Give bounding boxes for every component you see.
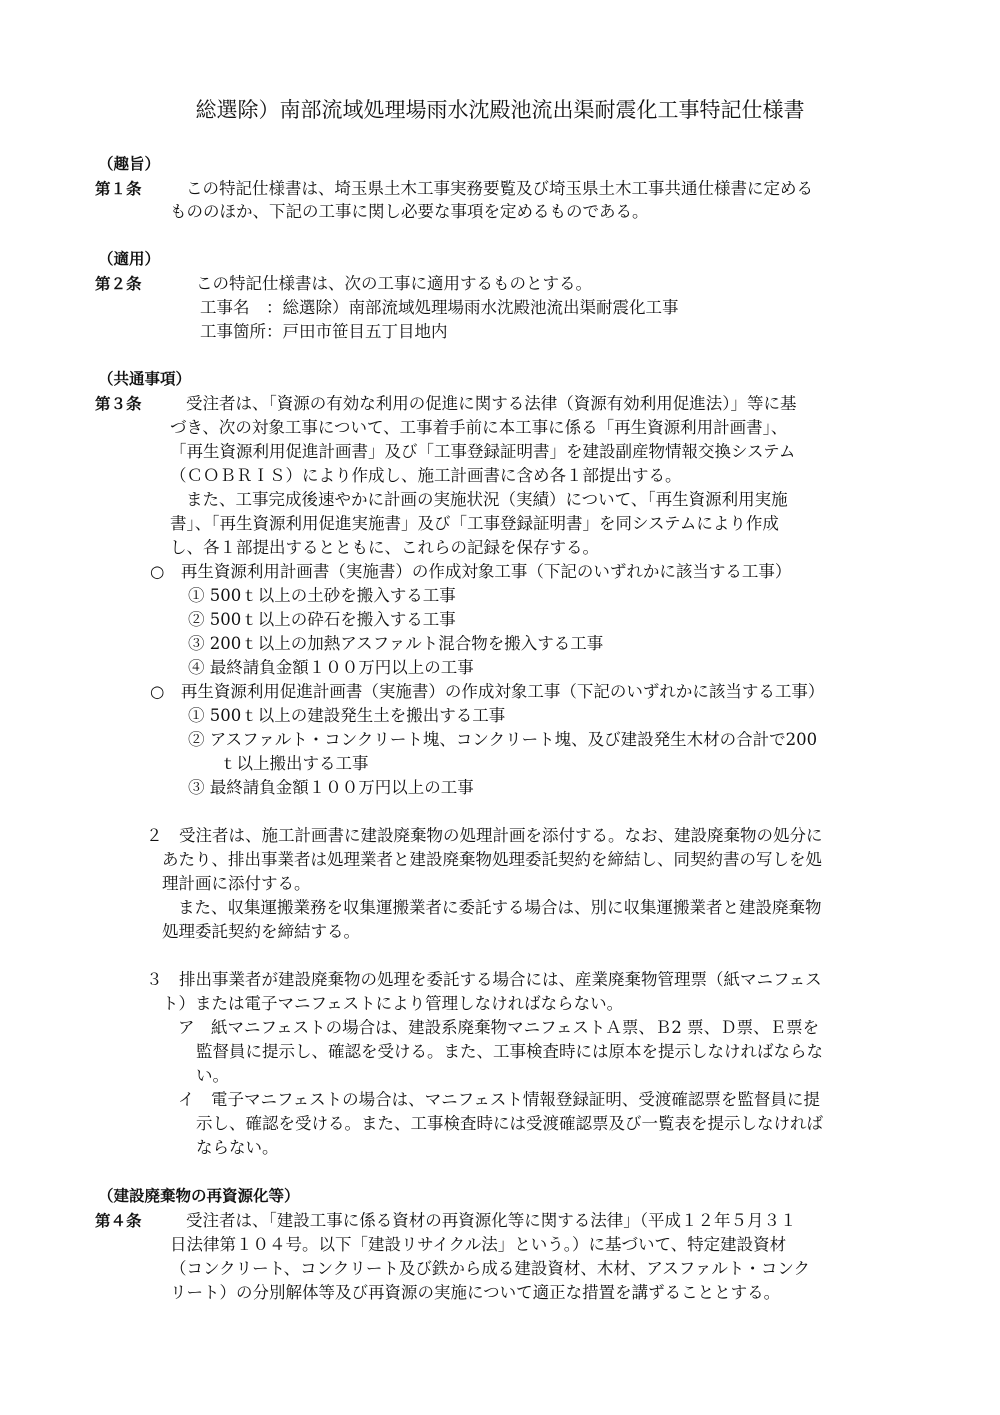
article-3-label: 第３条 xyxy=(95,395,142,413)
article-3-line: 「再生資源利用促進計画書」及び「工事登録証明書」を建設副産物情報交換システム xyxy=(170,442,796,461)
work-name-line: 工事名 ：総選除）南部流域処理場雨水沈殿池流出渠耐震化工事 xyxy=(200,298,679,317)
paragraph-3-item: イ 電子マニフェストの場合は、マニフェスト情報登録証明、受渡確認票を監督員に提 xyxy=(178,1090,820,1109)
section-heading-application: （適用） xyxy=(98,250,161,268)
list-item: ② 500ｔ以上の砕石を搬入する工事 xyxy=(188,610,456,629)
article-3-line: し、各１部提出するとともに、これらの記録を保存する。 xyxy=(170,538,599,557)
paragraph-2-line: 理計画に添付する。 xyxy=(162,874,311,893)
article-1-line: もののほか、下記の工事に関し必要な事項を定めるものである。 xyxy=(170,202,649,221)
paragraph-2-line: あたり、排出事業者は処理業者と建設廃棄物処理委託契約を締結し、同契約書の写しを処 xyxy=(162,850,822,869)
article-3-line: づき、次の対象工事について、工事着手前に本工事に係る「再生資源利用計画書」、 xyxy=(170,418,788,437)
paragraph-3-item: ア 紙マニフェストの場合は、建設系廃棄物マニフェストＡ票、Ｂ2 票、Ｄ票、Ｅ票を xyxy=(178,1018,820,1037)
paragraph-3-item-continuation: い。 xyxy=(196,1066,229,1085)
list-item: ④ 最終請負金額１００万円以上の工事 xyxy=(188,658,474,677)
work-location-line: 工事箇所：戸田市笹目五丁目地内 xyxy=(200,322,448,341)
list-item: ③ 200ｔ以上の加熱アスファルト混合物を搬入する工事 xyxy=(188,634,604,653)
list-heading: ○ 再生資源利用計画書（実施書）の作成対象工事（下記のいずれかに該当する工事） xyxy=(150,562,792,581)
list-item: ① 500ｔ以上の建設発生土を搬出する工事 xyxy=(188,706,506,725)
section-heading-purpose: （趣旨） xyxy=(98,155,161,173)
paragraph-2-line: ２ 受注者は、施工計画書に建設廃棄物の処理計画を添付する。なお、建設廃棄物の処分に xyxy=(146,826,823,845)
list-item: ③ 最終請負金額１００万円以上の工事 xyxy=(188,778,474,797)
paragraph-3-line: ３ 排出事業者が建設廃棄物の処理を委託する場合には、産業廃棄物管理票（紙マニフェス xyxy=(146,970,822,989)
article-4-line: 日法律第１０４号。以下「建設リサイクル法」という。）に基づいて、特定建設資材 xyxy=(170,1235,787,1254)
paragraph-2-line: 処理委託契約を締結する。 xyxy=(162,922,360,941)
section-heading-recycling: （建設廃棄物の再資源化等） xyxy=(98,1187,300,1205)
list-item: ② アスファルト・コンクリート塊、コンクリート塊、及び建設発生木材の合計で200 xyxy=(188,730,818,749)
article-3-line: （ＣＯＢＲＩＳ）により作成し、施工計画書に含め各１部提出する。 xyxy=(170,466,682,485)
paragraph-2-line: また、収集運搬業務を収集運搬業者に委託する場合は、別に収集運搬業者と建設廃棄物 xyxy=(178,898,822,917)
section-heading-common: （共通事項） xyxy=(98,370,192,388)
list-item: ① 500ｔ以上の土砂を搬入する工事 xyxy=(188,586,456,605)
list-heading: ○ 再生資源利用促進計画書（実施書）の作成対象工事（下記のいずれかに該当する工事） xyxy=(150,682,825,701)
paragraph-3-item-continuation: ならない。 xyxy=(196,1138,279,1157)
article-3-line: また、工事完成後速やかに計画の実施状況（実績）について、「再生資源利用実施 xyxy=(186,490,788,509)
article-4-label: 第４条 xyxy=(95,1212,142,1230)
article-2-line: この特記仕様書は、次の工事に適用するものとする。 xyxy=(196,274,592,293)
paragraph-3-item-continuation: 示し、確認を受ける。また、工事検査時には受渡確認票及び一覧表を提示しなければ xyxy=(196,1114,823,1133)
paragraph-3-line: ト）または電子マニフェストにより管理しなければならない。 xyxy=(162,994,624,1013)
article-1-line: この特記仕様書は、埼玉県土木工事実務要覧及び埼玉県土木工事共通仕様書に定める xyxy=(186,179,813,198)
article-3-line: 受注者は、「資源の有効な利用の促進に関する法律（資源有効利用促進法）」等に基 xyxy=(186,394,797,413)
article-4-line: 受注者は、「建設工事に係る資材の再資源化等に関する法律」（平成１２年５月３１ xyxy=(186,1211,797,1230)
article-2-label: 第２条 xyxy=(95,275,142,293)
list-item-continuation: ｔ以上搬出する工事 xyxy=(220,754,369,773)
article-3-line: 書」、「再生資源利用促進実施書」及び「工事登録証明書」を同システムにより作成 xyxy=(170,514,779,533)
article-4-line: （コンクリート、コンクリート及び鉄から成る建設資材、木材、アスファルト・コンク xyxy=(170,1259,811,1278)
article-1-label: 第１条 xyxy=(95,180,142,198)
paragraph-3-item-continuation: 監督員に提示し、確認を受ける。また、工事検査時には原本を提示しなければならな xyxy=(196,1042,823,1061)
document-title: 総選除）南部流域処理場雨水沈殿池流出渠耐震化工事特記仕様書 xyxy=(195,98,805,122)
article-4-line: リート）の分別解体等及び再資源の実施について適正な措置を講ずることとする。 xyxy=(170,1283,781,1302)
